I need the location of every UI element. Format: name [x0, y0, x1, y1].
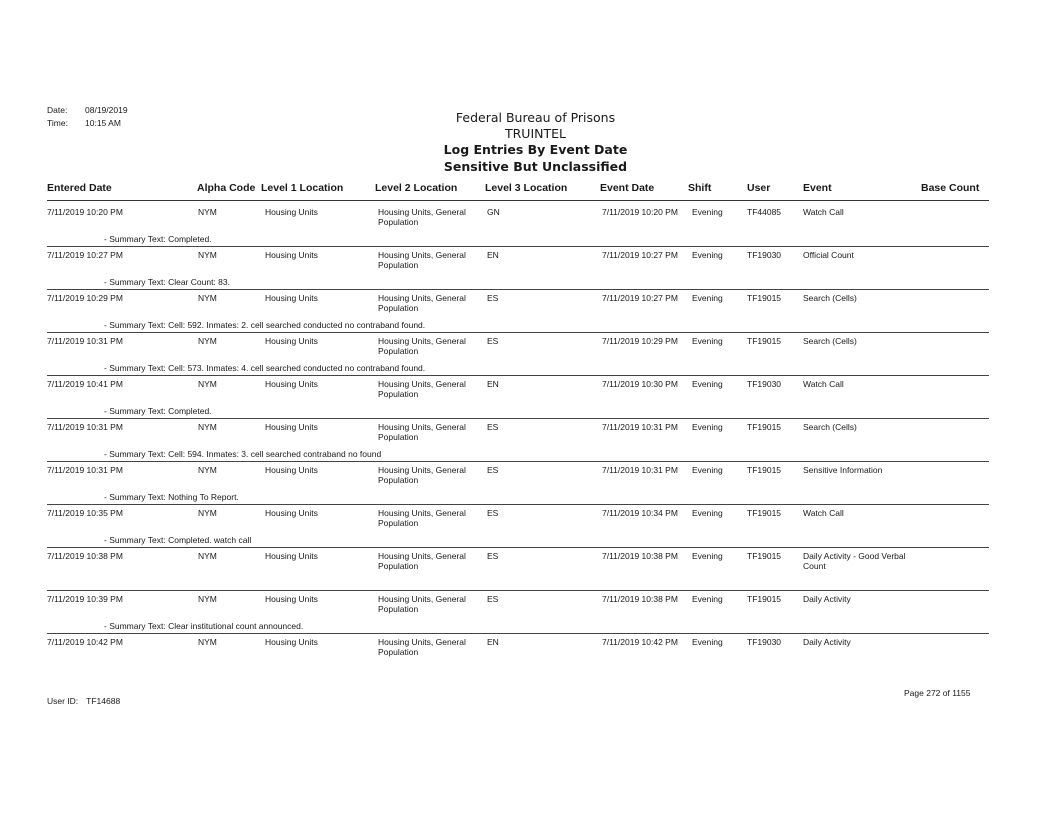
- level1-cell: Housing Units: [265, 379, 318, 389]
- summary-text: - Summary Text: Cell: 592. Inmates: 2. cell searched conducted no contraband found.: [104, 320, 426, 330]
- col-event: Event: [803, 182, 832, 194]
- table-row: [0, 462, 1056, 505]
- summary-text: - Summary Text: Nothing To Report.: [104, 492, 239, 502]
- event-cell: Watch Call: [803, 379, 844, 389]
- table-row: [0, 247, 1056, 290]
- col-level1-location: Level 1 Location: [261, 182, 344, 194]
- event-cell: Daily Activity: [803, 637, 851, 647]
- footer-user-label: User ID:: [47, 696, 79, 706]
- level2-cell: Housing Units, General Population: [378, 207, 466, 227]
- shift-cell: Evening: [692, 293, 723, 303]
- level2-cell: Housing Units, General Population: [378, 465, 466, 485]
- entered-date-cell: 7/11/2019 10:27 PM: [47, 250, 123, 260]
- user-cell: TF19030: [747, 379, 782, 389]
- footer-user-id: [47, 696, 120, 706]
- level3-cell: EN: [487, 637, 499, 647]
- event-date-cell: 7/11/2019 10:34 PM: [602, 508, 678, 518]
- event-cell: Sensitive Information: [803, 465, 883, 475]
- alpha-code-cell: NYM: [198, 422, 217, 432]
- table-row: [0, 591, 1056, 634]
- level3-cell: EN: [487, 379, 499, 389]
- log-entries-table: [0, 204, 1056, 677]
- col-event-date: Event Date: [600, 182, 655, 194]
- table-row: [0, 376, 1056, 419]
- col-alpha-code: Alpha Code: [197, 182, 256, 194]
- entered-date-cell: 7/11/2019 10:31 PM: [47, 465, 123, 475]
- level1-cell: Housing Units: [265, 250, 318, 260]
- entered-date-cell: 7/11/2019 10:31 PM: [47, 422, 123, 432]
- shift-cell: Evening: [692, 465, 723, 475]
- col-level3-location: Level 3 Location: [485, 182, 568, 194]
- level1-cell: Housing Units: [265, 508, 318, 518]
- level3-cell: GN: [487, 207, 500, 217]
- user-cell: TF19015: [747, 508, 782, 518]
- level2-cell: Housing Units, General Population: [378, 637, 466, 657]
- report-system: TRUINTEL: [504, 126, 566, 141]
- header-divider: [47, 200, 989, 201]
- event-cell: Search (Cells): [803, 293, 857, 303]
- level2-cell: Housing Units, General Population: [378, 551, 466, 571]
- level3-cell: ES: [487, 594, 499, 604]
- user-cell: TF19015: [747, 594, 782, 604]
- user-cell: TF19030: [747, 250, 782, 260]
- level2-cell: Housing Units, General Population: [378, 594, 466, 614]
- event-cell: Daily Activity - Good Verbal Count: [803, 551, 906, 571]
- shift-cell: Evening: [692, 551, 723, 561]
- event-date-cell: 7/11/2019 10:30 PM: [602, 379, 678, 389]
- level2-cell: Housing Units, General Population: [378, 293, 466, 313]
- report-title: Log Entries By Event Date: [443, 142, 628, 157]
- level2-cell: Housing Units, General Population: [378, 379, 466, 399]
- user-cell: TF19030: [747, 637, 782, 647]
- shift-cell: Evening: [692, 336, 723, 346]
- event-date-cell: 7/11/2019 10:38 PM: [602, 594, 678, 604]
- time-label: Time:: [47, 118, 68, 128]
- col-level2-location: Level 2 Location: [375, 182, 458, 194]
- entered-date-cell: 7/11/2019 10:31 PM: [47, 336, 123, 346]
- event-cell: Search (Cells): [803, 336, 857, 346]
- shift-cell: Evening: [692, 422, 723, 432]
- footer-user-value: TF14688: [86, 696, 121, 706]
- col-entered-date: Entered Date: [47, 182, 112, 194]
- event-date-cell: 7/11/2019 10:42 PM: [602, 637, 678, 647]
- event-date-cell: 7/11/2019 10:27 PM: [602, 250, 678, 260]
- entered-date-cell: 7/11/2019 10:42 PM: [47, 637, 123, 647]
- alpha-code-cell: NYM: [198, 293, 217, 303]
- table-row: [0, 548, 1056, 591]
- level2-cell: Housing Units, General Population: [378, 422, 466, 442]
- event-cell: Watch Call: [803, 207, 844, 217]
- event-cell: Official Count: [803, 250, 854, 260]
- col-shift: Shift: [688, 182, 712, 194]
- event-date-cell: 7/11/2019 10:31 PM: [602, 465, 678, 475]
- level1-cell: Housing Units: [265, 465, 318, 475]
- page-number: Page 272 of 1155: [904, 688, 971, 698]
- alpha-code-cell: NYM: [198, 379, 217, 389]
- level1-cell: Housing Units: [265, 207, 318, 217]
- shift-cell: Evening: [692, 250, 723, 260]
- report-classification: Sensitive But Unclassified: [443, 159, 628, 174]
- table-row: [0, 204, 1056, 247]
- level2-cell: Housing Units, General Population: [378, 250, 466, 270]
- table-row: [0, 290, 1056, 333]
- summary-text: - Summary Text: Clear Count: 83.: [104, 277, 230, 287]
- user-cell: TF19015: [747, 551, 782, 561]
- level3-cell: ES: [487, 336, 499, 346]
- table-row: [0, 634, 1056, 677]
- event-date-cell: 7/11/2019 10:20 PM: [602, 207, 678, 217]
- entered-date-cell: 7/11/2019 10:20 PM: [47, 207, 123, 217]
- alpha-code-cell: NYM: [198, 551, 217, 561]
- date-value: 08/19/2019: [85, 105, 128, 115]
- event-cell: Daily Activity: [803, 594, 851, 604]
- table-row: [0, 419, 1056, 462]
- level2-cell: Housing Units, General Population: [378, 508, 466, 528]
- event-cell: Watch Call: [803, 508, 844, 518]
- level3-cell: ES: [487, 508, 499, 518]
- level3-cell: ES: [487, 465, 499, 475]
- summary-text: - Summary Text: Completed.: [104, 234, 212, 244]
- shift-cell: Evening: [692, 637, 723, 647]
- level2-cell: Housing Units, General Population: [378, 336, 466, 356]
- event-date-cell: 7/11/2019 10:29 PM: [602, 336, 678, 346]
- entered-date-cell: 7/11/2019 10:29 PM: [47, 293, 123, 303]
- level3-cell: ES: [487, 422, 499, 432]
- event-date-cell: 7/11/2019 10:27 PM: [602, 293, 678, 303]
- level1-cell: Housing Units: [265, 594, 318, 604]
- alpha-code-cell: NYM: [198, 207, 217, 217]
- report-agency: Federal Bureau of Prisons: [455, 110, 616, 125]
- time-value: 10:15 AM: [85, 118, 121, 128]
- col-user: User: [747, 182, 771, 194]
- shift-cell: Evening: [692, 207, 723, 217]
- user-cell: TF19015: [747, 293, 782, 303]
- alpha-code-cell: NYM: [198, 508, 217, 518]
- level3-cell: EN: [487, 250, 499, 260]
- level1-cell: Housing Units: [265, 637, 318, 647]
- entered-date-cell: 7/11/2019 10:35 PM: [47, 508, 123, 518]
- summary-text: - Summary Text: Clear institutional count announced.: [104, 621, 304, 631]
- user-cell: TF19015: [747, 465, 782, 475]
- event-date-cell: 7/11/2019 10:31 PM: [602, 422, 678, 432]
- alpha-code-cell: NYM: [198, 250, 217, 260]
- level1-cell: Housing Units: [265, 551, 318, 561]
- entered-date-cell: 7/11/2019 10:41 PM: [47, 379, 123, 389]
- alpha-code-cell: NYM: [198, 637, 217, 647]
- date-label: Date:: [47, 105, 68, 115]
- entered-date-cell: 7/11/2019 10:39 PM: [47, 594, 123, 604]
- summary-text: - Summary Text: Cell: 594. Inmates: 3. cell searched contraband no found: [104, 449, 382, 459]
- table-row: [0, 333, 1056, 376]
- alpha-code-cell: NYM: [198, 594, 217, 604]
- alpha-code-cell: NYM: [198, 465, 217, 475]
- entered-date-cell: 7/11/2019 10:38 PM: [47, 551, 123, 561]
- summary-text: - Summary Text: Completed. watch call: [104, 535, 252, 545]
- event-date-cell: 7/11/2019 10:38 PM: [602, 551, 678, 561]
- shift-cell: Evening: [692, 508, 723, 518]
- level3-cell: ES: [487, 551, 499, 561]
- table-row: [0, 505, 1056, 548]
- col-base-count: Base Count: [921, 182, 980, 194]
- summary-text: - Summary Text: Completed.: [104, 406, 212, 416]
- shift-cell: Evening: [692, 379, 723, 389]
- user-cell: TF44085: [747, 207, 782, 217]
- level1-cell: Housing Units: [265, 336, 318, 346]
- level1-cell: Housing Units: [265, 422, 318, 432]
- summary-text: - Summary Text: Cell: 573. Inmates: 4. cell searched conducted no contraband found.: [104, 363, 426, 373]
- user-cell: TF19015: [747, 422, 782, 432]
- alpha-code-cell: NYM: [198, 336, 217, 346]
- level1-cell: Housing Units: [265, 293, 318, 303]
- shift-cell: Evening: [692, 594, 723, 604]
- user-cell: TF19015: [747, 336, 782, 346]
- level3-cell: ES: [487, 293, 499, 303]
- event-cell: Search (Cells): [803, 422, 857, 432]
